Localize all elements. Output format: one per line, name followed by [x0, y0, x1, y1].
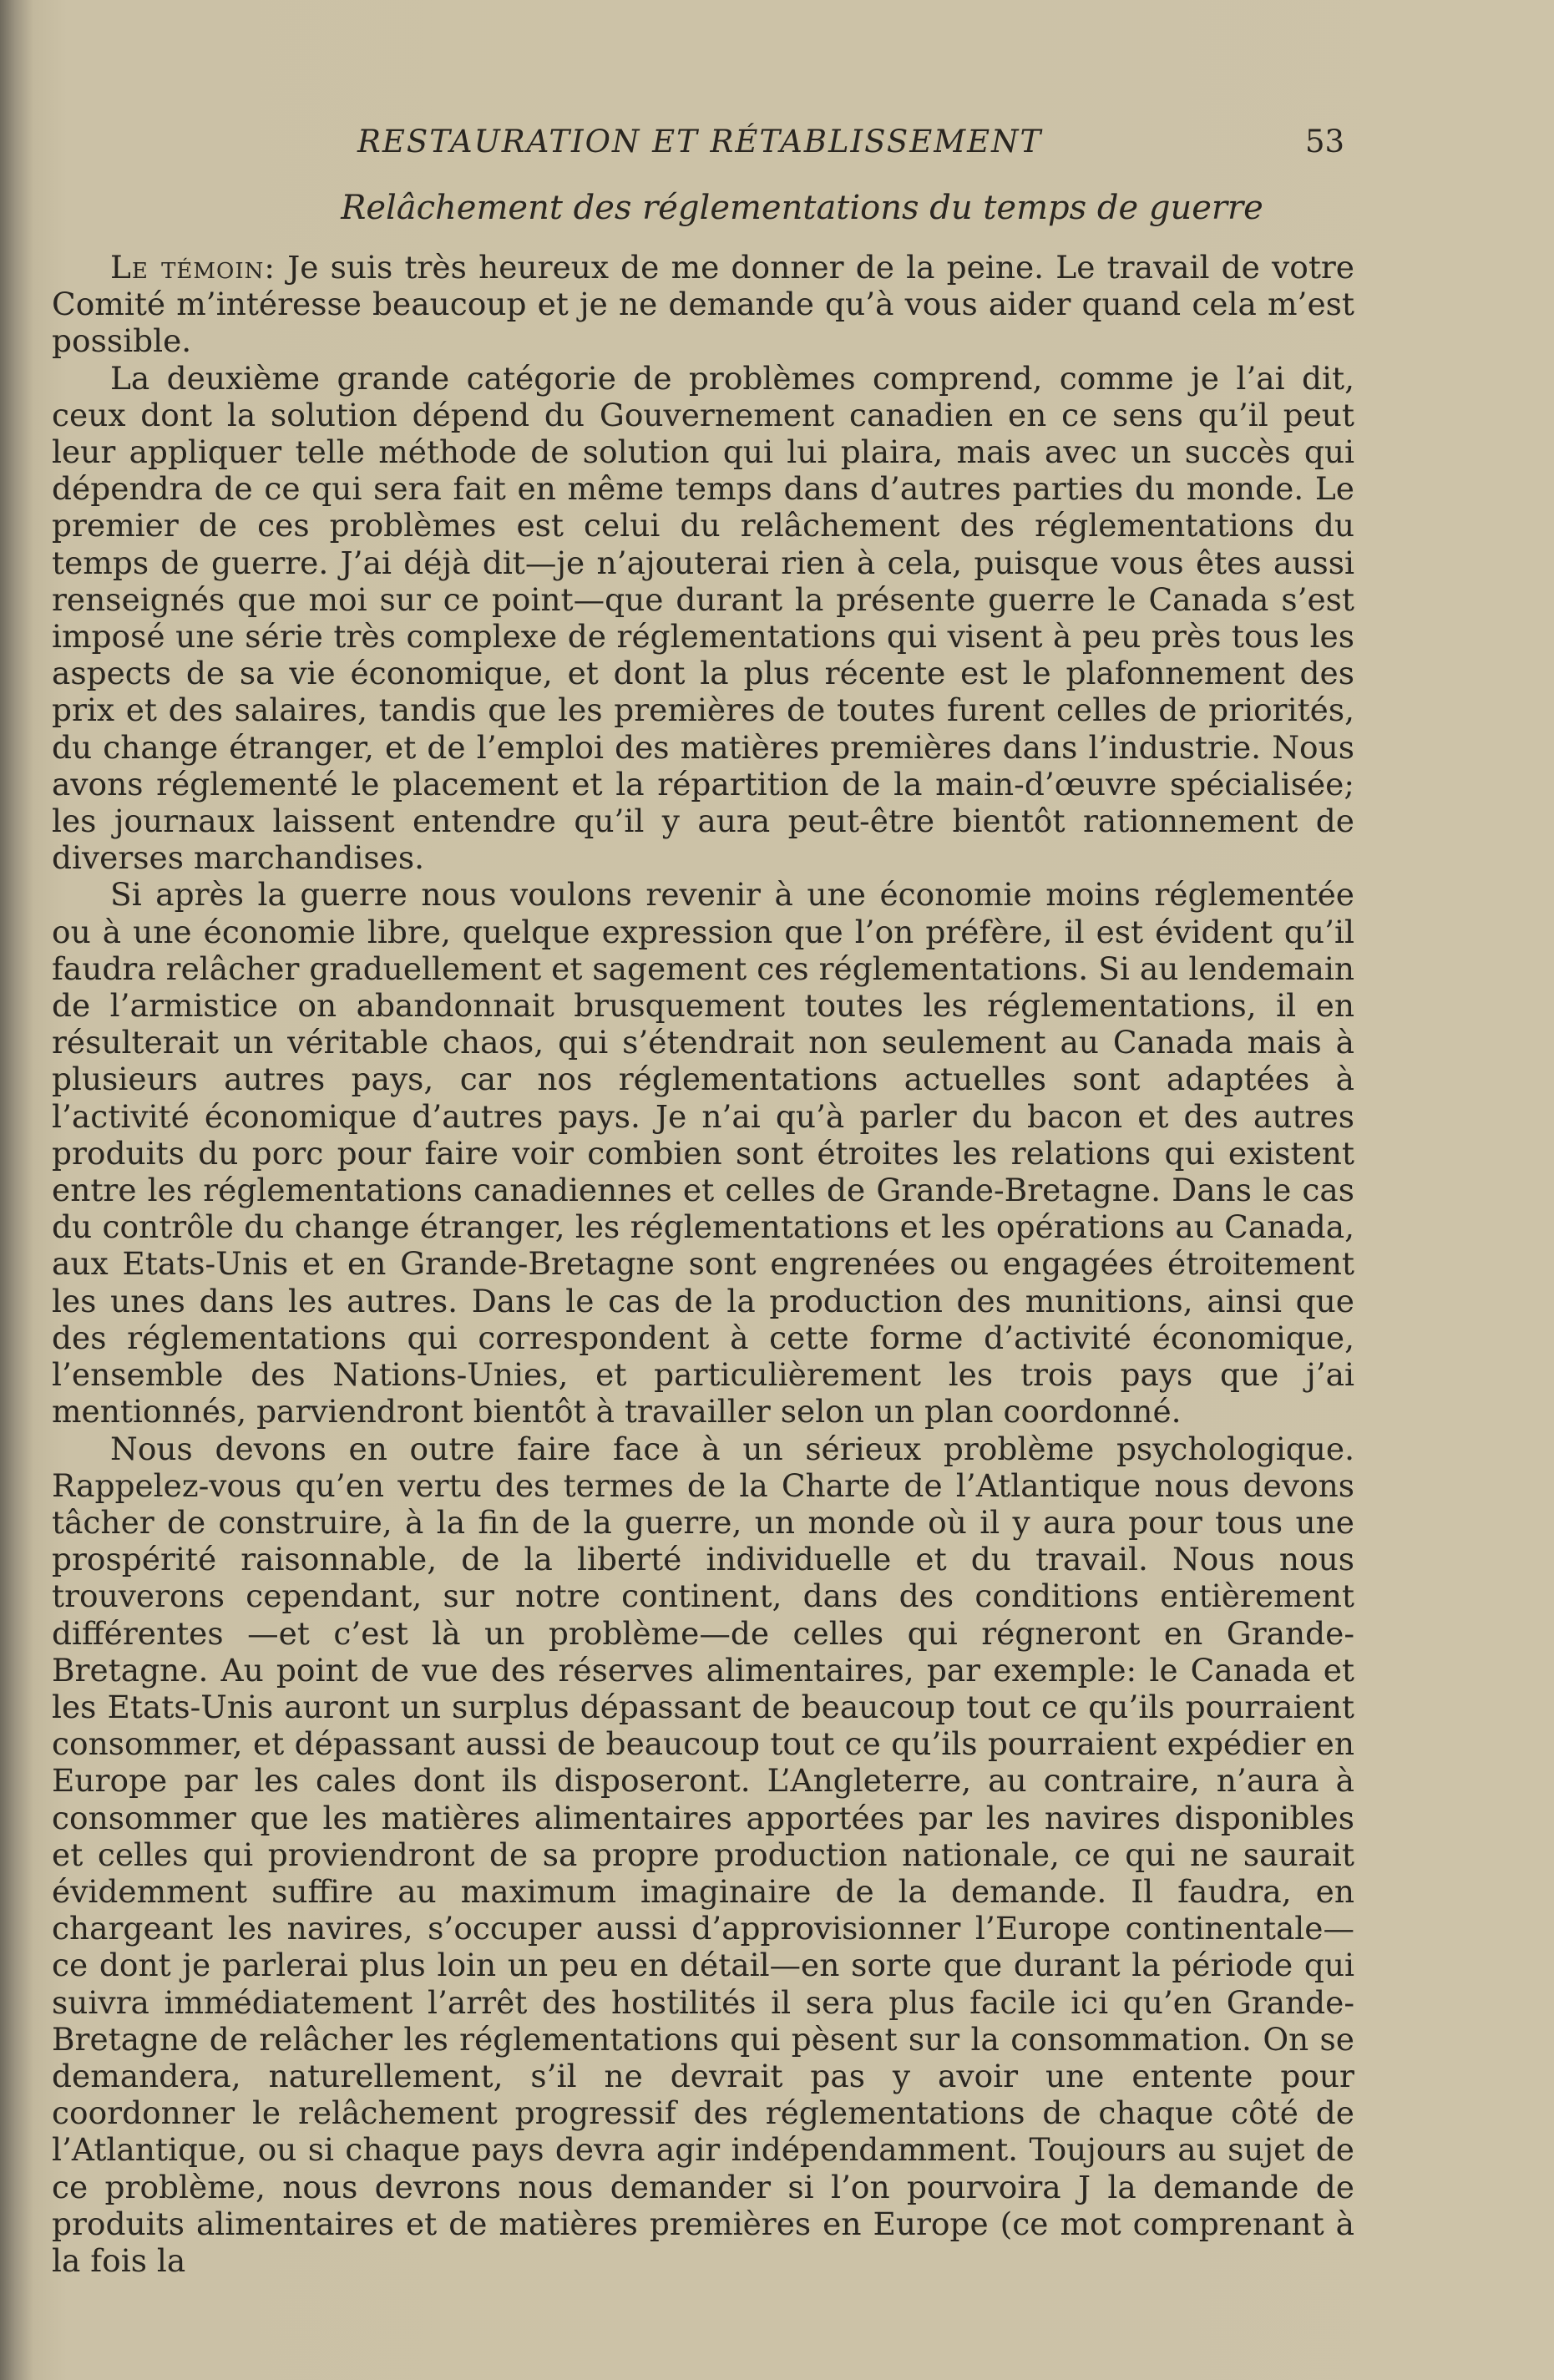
paragraph-text: Je suis très heureux de me donner de la peine. Le travail de votre Comité m’intéresse beaucoup et je ne demande qu’à vous aider quand cela m’est possible.: [52, 249, 1355, 360]
running-title: RESTAURATION ET RÉTABLISSEMENT: [357, 124, 1043, 160]
paragraph-3: [52, 876, 1354, 1430]
paragraph-text: Nous devons en outre faire face à un sérieux problème psychologique. Rappelez-vous qu’en vertu des termes de la Charte de l’Atlantique nous devons tâcher de construire, à la fin de la guerre, un monde où il y aura pour tous une prospérité raisonnable, de la liberté individuelle et du travail. Nous nous trouverons cependant, sur notre continent, dans des conditions entièrement différentes —et c’est là un problème—de celles qui régneront en Grande-Bretagne. Au point de vue des réserves alimentaires, par exemple: le Canada et les Etats-Unis auront un surplus dépassant de beaucoup tout ce qu’ils pourraient consommer, et dépassant aussi de beaucoup tout ce qu’ils pourraient expédier en Europe par les cales dont ils disposeront. L’Angleterre, au contraire, n’aura à consommer que les matières alimentaires apportées par les navires disponibles et celles qui proviendront de sa propre production nationale, ce qui ne saurait évidemment suffire au maximum imaginaire de la demande. Il faudra, en chargeant les navires, s’occuper aussi d’approvisionner l’Europe continentale—ce dont je parlerai plus loin un peu en détail—en sorte que durant la période qui suivra immédiatement l’arrêt des hostilités il sera plus facile ici qu’en Grande-Bretagne de relâcher les réglementations qui pèsent sur la consommation. On se demandera, naturellement, s’il ne devrait pas y avoir une entente pour coordonner le relâchement progressif des réglementations de chaque côté de l’Atlantique, ou si chaque pays devra agir indépendamment. Toujours au sujet de ce problème, nous devrons nous demander si l’on pourvoira J la demande de produits alimentaires et de matières premières en Europe (ce mot comprenant à la fois la: [52, 1430, 1354, 2279]
speaker-label: Le témoin:: [110, 249, 276, 286]
paragraph-2: [52, 360, 1354, 877]
running-header: [0, 124, 1554, 174]
paragraph-text: Si après la guerre nous voulons revenir à une économie moins réglementée ou à une économie libre, quelque expression que l’on préfère, il est évident qu’il faudra relâcher graduellement et sagement ces réglementations. Si au lendemain de l’armistice on abandonnait brusquement toutes les réglementations, il en résulterait un véritable chaos, qui s’étendrait non seulement au Canada mais à plusieurs autres pays, car nos réglementations actuelles sont adaptées à l’activité économique d’autres pays. Je n’ai qu’à parler du bacon et des autres produits du porc pour faire voir combien sont étroites les relations qui existent entre les réglementations canadiennes et celles de Grande-Bretagne. Dans le cas du contrôle du change étranger, les réglementations et les opérations au Canada, aux Etats-Unis et en Grande-Bretagne sont engrenées ou engagées étroitement les unes dans les autres. Dans le cas de la production des munitions, ainsi que des réglementations qui correspondent à cette forme d’activité économique, l’ensemble des Nations-Unies, et particulièrement les trois pays que j’ai mentionnés, parviendront bientôt à travailler selon un plan coordonné.: [52, 876, 1354, 1431]
body-text: [52, 249, 1354, 2279]
paragraph-text: La deuxième grande catégorie de problèmes comprend, comme je l’ai dit, ceux dont la solution dépend du Gouvernement canadien en ce sens qu’il peut leur appliquer telle méthode de solution qui lui plaira, mais avec un succès qui dépendra de ce qui sera fait en même temps dans d’autres parties du monde. Le premier de ces problèmes est celui du relâchement des réglementations du temps de guerre. J’ai déjà dit—je n’ajouterai rien à cela, puisque vous êtes aussi renseignés que moi sur ce point—que durant la présente guerre le Canada s’est imposé une série très complexe de réglementations qui visent à peu près tous les aspects de sa vie économique, et dont la plus récente est le plafonnement des prix et des salaires, tandis que les premières de toutes furent celles de priorités, du change étranger, et de l’emploi des matières premières dans l’industrie. Nous avons réglementé le placement et la répartition de la main-d’œuvre spécialisée; les journaux laissent entendre qu’il y aura peut-être bientôt rationnement de diverses marchandises.: [52, 359, 1354, 877]
page-number: 53: [1305, 124, 1345, 160]
section-title: Relâchement des réglementations du temps de guerre: [341, 189, 1263, 227]
paragraph-4: [52, 1431, 1354, 2280]
paragraph-1: [52, 249, 1354, 360]
